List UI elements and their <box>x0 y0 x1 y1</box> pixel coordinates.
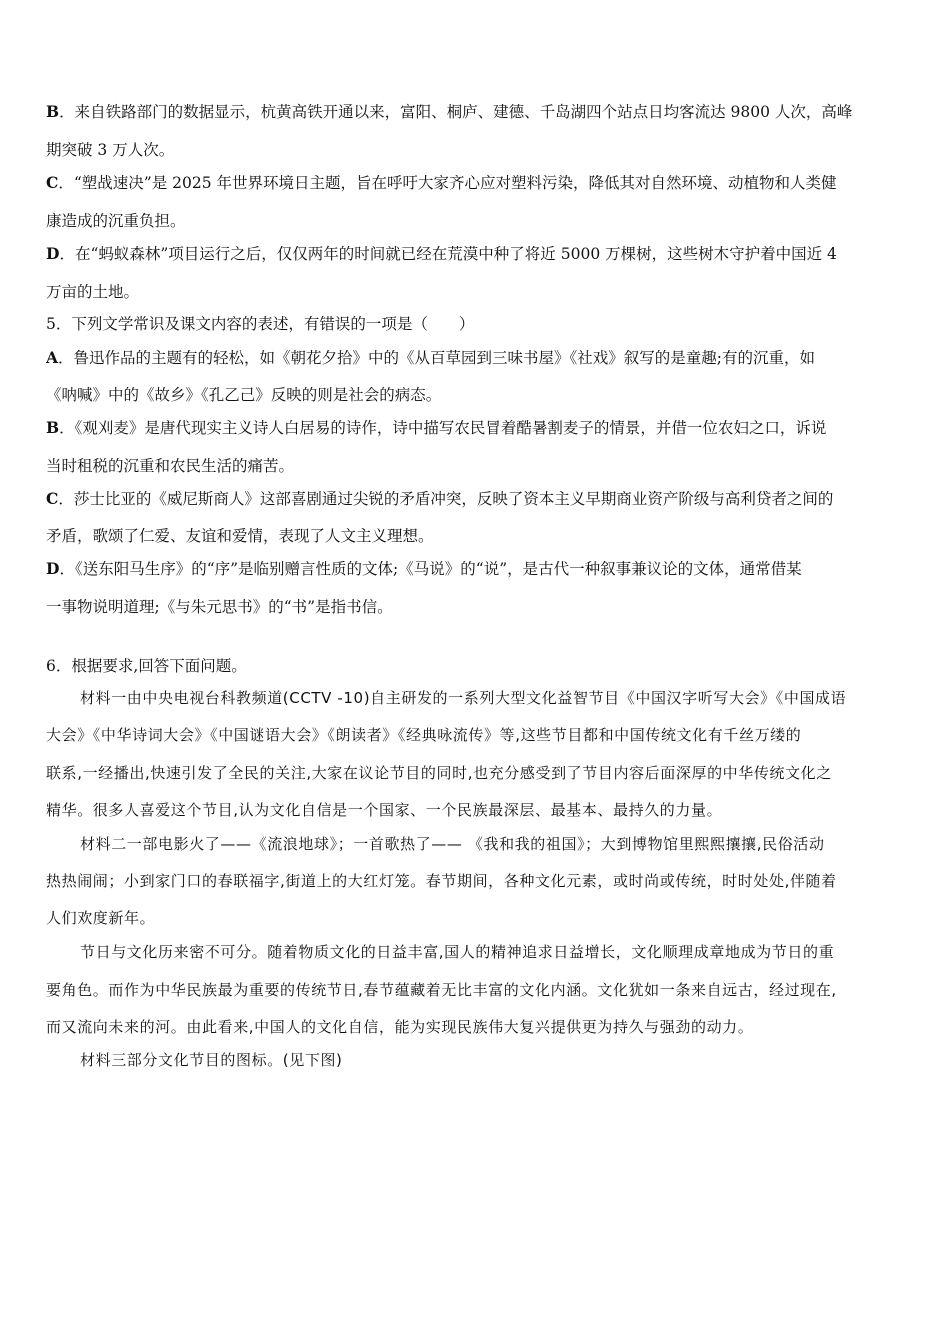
option-text: ．在“蚂蚁森林”项目运行之后，仅仅两年的时间就已经在荒漠中种了将近 5000 万棵树，这些树木守护着中国近 4 <box>59 245 837 263</box>
option-label: D <box>46 559 60 578</box>
q6-material-1-line-1: 材料一由中央电视台科教频道(CCTV -10)自主研发的一系列大型文化益智节目《中国汉字听写大会》《中国成语 <box>80 689 847 707</box>
option-text: ．来自铁路部门的数据显示，杭黄高铁开通以来，富阳、桐庐、建德、千岛湖四个站点日均客流达 9800 人次，高峰 <box>59 103 853 121</box>
option-label: A <box>46 348 59 367</box>
q5-option-b-line-2: 当时租税的沉重和农民生活的痛苦。 <box>46 457 295 475</box>
q6-material-2-line-1: 材料二一部电影火了——《流浪地球》；一首歌热了—— 《我和我的祖国》；大到博物馆里熙熙攘攘,民俗活动 <box>80 835 825 853</box>
q4-option-d-line-2: 万亩的土地。 <box>46 283 140 301</box>
q6-paragraph-3-line-1: 节日与文化历来密不可分。随着物质文化的日益丰富,国人的精神追求日益增长，文化顺理成章地成为节日的重 <box>80 943 835 961</box>
q6-material-3: 材料三部分文化节目的图标。(见下图) <box>80 1051 343 1069</box>
q4-option-b-line-2: 期突破 3 万人次。 <box>46 141 175 159</box>
q4-option-c-line-2: 康造成的沉重负担。 <box>46 212 186 230</box>
q4-option-c-line-1 <box>46 173 908 193</box>
q6-paragraph-3-line-2: 要角色。而作为中华民族最为重要的传统节日,春节蕴藏着无比丰富的文化内涵。文化犹如一条来自远古，经过现在, <box>46 981 837 999</box>
q6-material-1-line-3: 联系,一经播出,快速引发了全民的关注,大家在议论节目的同时,也充分感受到了节目内容后面深厚的中华传统文化之 <box>46 764 832 782</box>
option-text: ．《观刈麦》是唐代现实主义诗人白居易的诗作，诗中描写农民冒着酷暑割麦子的情景，并借一位农妇之口，诉说 <box>59 419 827 437</box>
q6-paragraph-3-line-3: 而又流向未来的河。由此看来,中国人的文化自信，能为实现民族伟大复兴提供更为持久与强劲的动力。 <box>46 1018 754 1036</box>
option-text: ．“塑战速决”是 2025 年世界环境日主题，旨在呼吁大家齐心应对塑料污染，降低其对自然环境、动植物和人类健 <box>58 174 837 192</box>
q6-material-2-line-2: 热热闹闹；小到家门口的春联福字,街道上的大红灯笼。春节期间，各种文化元素，或时尚或传统，时时处处,伴随着 <box>46 872 837 890</box>
option-label: B <box>46 418 60 437</box>
q5-option-c-line-1 <box>46 489 908 509</box>
option-label: C <box>46 489 59 508</box>
q5-option-b-line-1 <box>46 418 908 438</box>
q6-material-1-line-2: 大会》《中华诗词大会》《中国谜语大会》《朗读者》《经典咏流传》等,这些节目都和中国传统文化有千丝万缕的 <box>46 726 802 744</box>
q6-stem: 6．根据要求,回答下面问题。 <box>46 657 247 675</box>
q6-material-1-line-4: 精华。很多人喜爱这个节目,认为文化自信是一个国家、一个民族最深层、最基本、最持久的力量。 <box>46 801 723 819</box>
q5-option-a-line-2: 《呐喊》中的《故乡》《孔乙己》反映的则是社会的病态。 <box>46 386 442 404</box>
q5-option-c-line-2: 矛盾，歌颂了仁爱、友谊和爱情，表现了人文主义理想。 <box>46 527 434 545</box>
option-label: D <box>46 244 60 263</box>
option-label: C <box>46 173 59 192</box>
q5-stem: 5．下列文学常识及课文内容的表述，有错误的一项是（ ） <box>46 315 475 333</box>
option-text: ．鲁迅作品的主题有的轻松，如《朝花夕拾》中的《从百草园到三味书屋》《社戏》叙写的是童趣;有的沉重，如 <box>58 349 816 367</box>
option-label: B <box>46 102 60 121</box>
q6-material-2-line-3: 人们欢度新年。 <box>46 909 156 927</box>
q5-option-a-line-1 <box>46 348 908 368</box>
q4-option-b-line-1 <box>46 102 908 122</box>
option-text: ．《送东阳马生序》的“序”是临别赠言性质的文体;《马说》的“说”，是古代一种叙事兼议论的文体，通常借某 <box>59 560 802 578</box>
q5-option-d-line-1 <box>46 559 908 579</box>
q5-option-d-line-2: 一事物说明道理;《与朱元思书》的“书”是指书信。 <box>46 598 393 616</box>
option-text: ．莎士比亚的《威尼斯商人》这部喜剧通过尖锐的矛盾冲突，反映了资本主义早期商业资产阶级与高利贷者之间的 <box>58 490 834 508</box>
q4-option-d-line-1 <box>46 244 908 264</box>
